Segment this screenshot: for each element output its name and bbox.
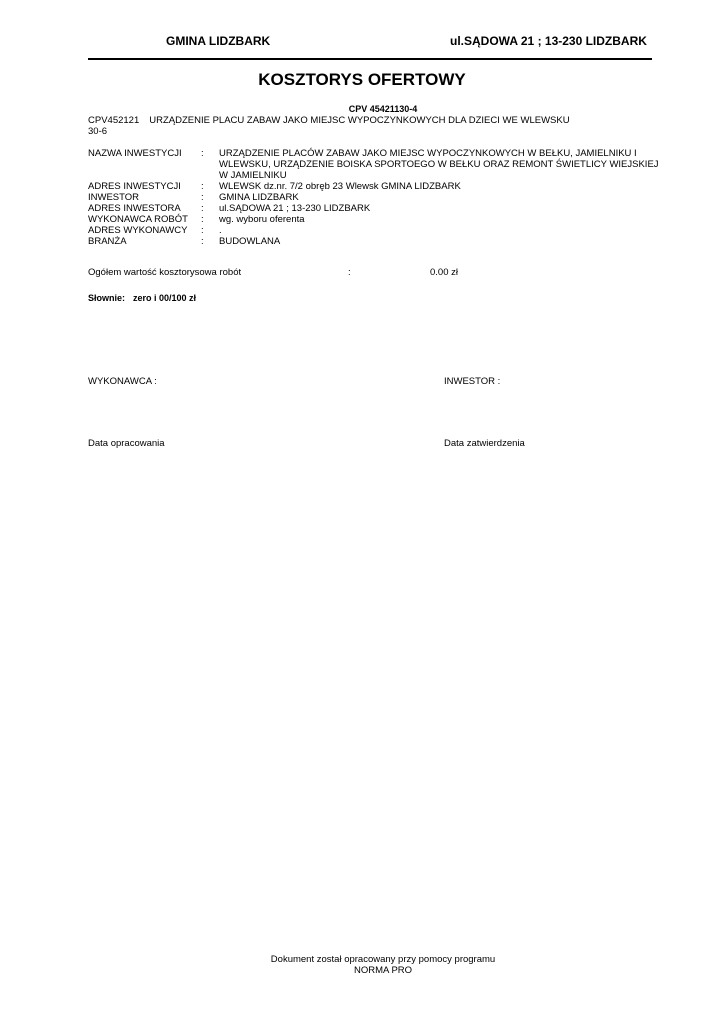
header-right: ul.SĄDOWA 21 ; 13-230 LIDZBARK: [450, 34, 647, 48]
field-label: ADRES INWESTORA: [88, 203, 181, 214]
cpv-line-continued: 30-6: [88, 126, 108, 137]
field-label: NAZWA INWESTYCJI: [88, 148, 182, 159]
field-value: [219, 236, 689, 247]
field-value-line: ul.SĄDOWA 21 ; 13-230 LIDZBARK: [219, 203, 371, 214]
contractor-label: WYKONAWCA :: [88, 376, 157, 387]
field-label: ADRES WYKONAWCY: [88, 225, 188, 236]
footer-line-1: Dokument został opracowany przy pomocy programu: [270, 954, 496, 965]
field-value: [219, 148, 689, 181]
cpv-heading: CPV 45421130-4: [348, 104, 418, 114]
words-label: Słownie:: [88, 293, 126, 303]
cpv-description: URZĄDZENIE PLACU ZABAW JAKO MIEJSC WYPOCZYNKOWYCH DLA DZIECI WE WLEWSKU: [149, 115, 570, 126]
date-approved-label: Data zatwierdzenia: [444, 438, 525, 449]
field-colon: :: [201, 203, 204, 214]
total-value: 0.00 zł: [430, 267, 458, 278]
field-colon: :: [201, 148, 204, 159]
header-divider: [88, 58, 652, 60]
field-value-line: GMINA LIDZBARK: [219, 192, 299, 203]
amount-in-words: [88, 293, 196, 304]
field-colon: :: [201, 181, 204, 192]
page-title: KOSZTORYS OFERTOWY: [258, 70, 466, 89]
total-label: Ogółem wartość kosztorysowa robót: [88, 267, 242, 278]
field-label: WYKONAWCA ROBÓT: [88, 214, 188, 225]
field-value: [219, 192, 689, 203]
cpv-code: CPV452121: [88, 115, 140, 126]
field-value-line: wg. wyboru oferenta: [219, 214, 305, 225]
investor-label: INWESTOR :: [444, 376, 501, 387]
field-value: [219, 225, 689, 236]
total-colon: :: [348, 267, 351, 278]
field-value: [219, 203, 689, 214]
field-value-line: BUDOWLANA: [219, 236, 281, 247]
field-value-line: WLEWSKU, URZĄDZENIE BOISKA SPORTOEGO W BEŁKU ORAZ REMONT ŚWIETLICY WIEJSKIEJ: [219, 159, 659, 170]
field-value-line: URZĄDZENIE PLACÓW ZABAW JAKO MIEJSC WYPOCZYNKOWYCH W BEŁKU, JAMIELNIKU I: [219, 148, 637, 159]
field-label: INWESTOR: [88, 192, 140, 203]
footer-line-2: NORMA PRO: [353, 965, 413, 976]
field-value-line: WLEWSK dz.nr. 7/2 obręb 23 Wlewsk GMINA LIDZBARK: [219, 181, 461, 192]
field-value: [219, 181, 689, 192]
footer: [0, 954, 724, 976]
field-colon: :: [201, 214, 204, 225]
field-colon: :: [201, 225, 204, 236]
header-left: GMINA LIDZBARK: [166, 34, 271, 48]
field-value-line: W JAMIELNIKU: [219, 170, 287, 181]
field-value: [219, 214, 689, 225]
words-value: zero i 00/100 zł: [133, 293, 197, 303]
field-label: BRANŻA: [88, 236, 127, 247]
date-prepared-label: Data opracowania: [88, 438, 165, 449]
field-label: ADRES INWESTYCJI: [88, 181, 181, 192]
field-colon: :: [201, 192, 204, 203]
field-colon: :: [201, 236, 204, 247]
field-value-line: .: [219, 225, 222, 236]
cpv-line: [88, 115, 570, 126]
